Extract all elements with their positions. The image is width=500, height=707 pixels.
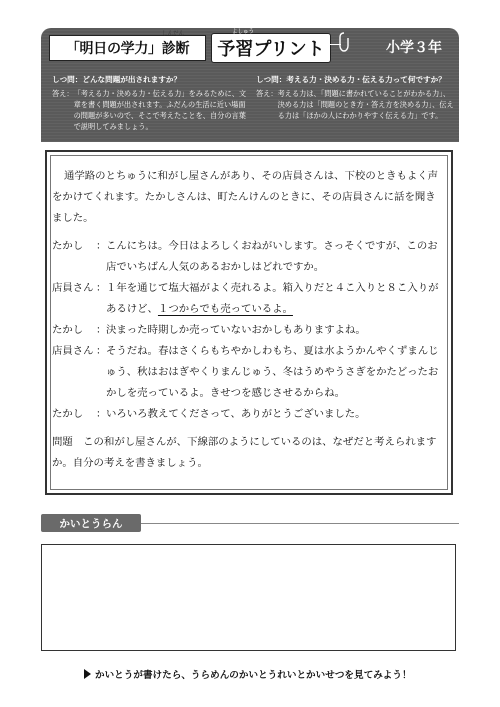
footer-text: かいとうが書けたら、うらめんのかいとうれいとかいせつを見てみよう！ (95, 670, 412, 681)
question-text: 問題 この和がし屋さんが、下線部のようにしているのは、なぜだと考えられますか。自分の考えを書きましょう。 (52, 436, 437, 469)
qa-question: しつ問：考える力・決める力・伝える力って何ですか？ (256, 75, 446, 84)
triangle-arrow-icon (84, 669, 91, 679)
answer-divider (141, 523, 459, 524)
qa-block-2 (256, 74, 454, 121)
qa-answer: 考える力は、「問題に書かれていることがわかる力」、決める力は「問題のとき方・答え方を決める力」、伝える力は「ほかの人にわかりやすく伝える力」です。 (277, 89, 454, 120)
speech-text: いろいろ教えてくださって、ありがとうございました。 (106, 408, 366, 420)
qa-block-1 (52, 74, 248, 132)
dialogue-line: 店員さん ： １年を通じて塩大福がよく売れるよ。箱入りだと４こ入りと８こ入りがあるけど、１つからでも売っているよ。 (52, 278, 447, 320)
answer-box[interactable] (41, 544, 456, 651)
subtitle-text: 予習プリント (217, 39, 325, 60)
speech-text: こんにちは。今日はよろしくおねがいします。さっそくですが、このお店でいちばん人気のあるおかしはどれですか。 (106, 240, 438, 273)
dialogue-line: たかし ： こんにちは。今日はよろしくおねがいします。さっそくですが、このお店でいちばん人気のあるおかしはどれですか。 (52, 236, 447, 278)
speech-text: そうだね。春はさくらもちやかしわもち、夏は水ようかんやくずまんじゅう、秋はおはぎやくりまんじゅう、冬はうめやうさぎをかたどったおかしを売っているよ。きせつを感じさせるからね。 (106, 345, 439, 399)
grade-label: 小学３年 (386, 40, 442, 56)
speaker-name: たかし (52, 324, 84, 336)
dialogue (52, 236, 447, 425)
answer-section-label: かいとうらん (41, 514, 141, 532)
qa-answer-head: 答え： (256, 89, 278, 98)
qa-answer-head: 答え： (52, 89, 74, 98)
qa-answer: 「考える力・決める力・伝える力」をみるために、文章を書く問題が出されます。ふだんの生活に近い場面の問題が多いので、そこで考えたことを、自分の言葉で説明してみましょう。 (73, 89, 247, 131)
dialogue-line: たかし ： いろいろ教えてくださって、ありがとうございました。 (52, 404, 447, 425)
dialogue-line: 店員さん ： そうだね。春はさくらもちやかしわもち、夏は水ようかんやくずまんじゅう、秋はおはぎやくりまんじゅう、冬はうめやうさぎをかたどったおかしを売っているよ。きせつを感じさせるからね。 (52, 341, 447, 404)
speaker-name: 店員さん (52, 282, 94, 294)
qa-question: しつ問：どんな問題が出されますか？ (52, 75, 182, 84)
worksheet-title (49, 35, 206, 61)
dialogue-line: たかし ： 決まった時期しか売っていないおかしもありますよね。 (52, 320, 447, 341)
paperclip-icon (339, 32, 349, 52)
speech-text (106, 278, 447, 320)
footer-note (84, 667, 412, 681)
title-ruby: しんだん (162, 31, 185, 37)
worksheet-subtitle (211, 33, 331, 63)
title-text: 「明日の学力」診断 (65, 41, 190, 57)
subtitle-ruby: よしゅう (232, 29, 255, 35)
speaker-name: 店員さん (52, 345, 94, 357)
speaker-name: たかし (52, 408, 84, 420)
speaker-name: たかし (52, 240, 84, 252)
underlined-phrase: １つからでも売っているよ。 (157, 303, 293, 315)
speech-text-plain: １年を通じて塩大福がよく売れるよ。箱入りだと４こ入りと８こ入りがあるけど、 (106, 282, 439, 315)
passage-text: 通学路のとちゅうに和がし屋さんがあり、その店員さんは、下校のときもよく声をかけてくれます。たかしさんは、町たんけんのときに、その店員さんに話を聞きました。 (52, 170, 439, 224)
speech-text: 決まった時期しか売っていないおかしもありますよね。 (106, 324, 366, 336)
